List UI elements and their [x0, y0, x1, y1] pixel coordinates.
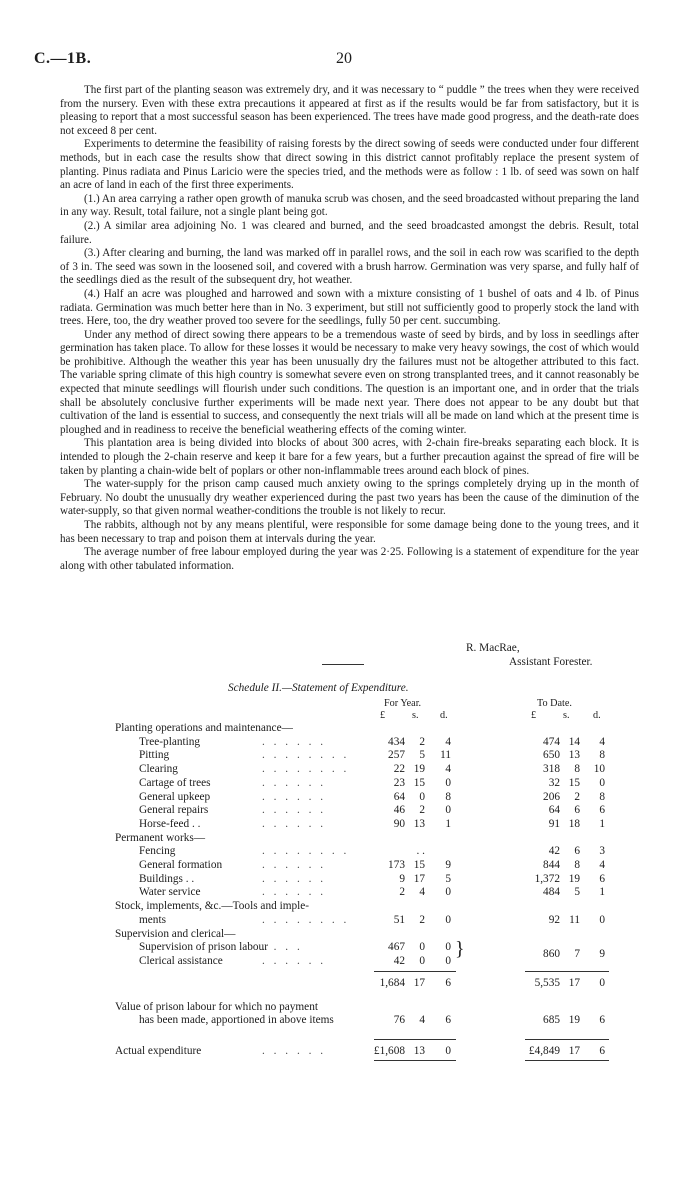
to-date-amount: 6 — [599, 872, 605, 885]
row-label: Pitting — [139, 749, 170, 762]
prison-labour-for-year: 4 — [419, 1014, 425, 1027]
for-year-amount: 1 — [445, 817, 451, 830]
for-year-amount: 51 — [393, 913, 405, 926]
actual-for-year: 0 — [445, 1044, 451, 1057]
row-label: Tree-planting — [139, 735, 201, 748]
to-date-amount: 318 — [543, 763, 560, 776]
to-date-amount: 13 — [568, 749, 580, 762]
unit-pence: d. — [440, 710, 448, 721]
prison-labour-to-date: 19 — [568, 1014, 580, 1027]
total-rule — [525, 1039, 609, 1040]
to-date-amount: 860 — [543, 948, 560, 961]
to-date-amount: 32 — [548, 776, 560, 789]
leader-dots: . . . . — [262, 941, 303, 954]
leader-dots: . . . . . . . . — [262, 763, 350, 776]
to-date-amount: 6 — [574, 845, 580, 858]
row-label: General upkeep — [139, 790, 211, 803]
to-date-amount: 91 — [548, 817, 560, 830]
subtotal-for-year: 6 — [445, 976, 451, 989]
row-label: General formation — [139, 859, 223, 871]
paragraph: (3.) After clearing and burning, the land was marked off in parallel rows, and the soil in each row was scarified to the depth of 3 in. The seed was sown in the loosened soil, and covered with a brush harrow. Germination was very sparse, and fully half of the seedlings died as the result of the subsequent dry, hot weather. — [60, 247, 639, 287]
to-date-amount: 0 — [599, 913, 605, 926]
bracket: } — [455, 938, 465, 961]
prison-labour-for-year: 76 — [393, 1014, 405, 1027]
to-date-amount: 474 — [543, 735, 560, 748]
for-year-amount: 9 — [445, 859, 451, 871]
paragraph: This plantation area is being divided into blocks of about 300 acres, with 2-chain fire-breaks separating each block. It is intended to plough the 2-chain reserve and keep it bare for a few years, but a further precaution against the spread of fire will be taken by planting a chain-wide belt of poplars or other non-inflammable trees around each block of pines. — [60, 437, 639, 477]
leader-dots: . . . . . . — [262, 1044, 327, 1057]
col-header-for-year: For Year. — [384, 698, 422, 709]
for-year-amount: 5 — [419, 749, 425, 762]
for-year-amount: 2 — [419, 735, 425, 748]
paragraph: Under any method of direct sowing there appears to be a tremendous waste of seed by birds, and by loss in seedlings after germination has taken place. To allow for these losses it would be necessary to make very heavy sowings, the cost of which would be prohibitive. Although the weather this year has been unusually dry the failures must not be altogether attributed to this fact. The variable spring climate of this high country is somewhat severe even on strong transplanted trees, and it cannot reasonably be expected that minute seedlings will flourish under such conditions. The question is an important one, and in order that the trials shall be absolutely conclusive further experiments will be made next year. There does not appear to be any doubt but that cultivation of the land is essential to success, and consequently the next trials will all be made on land which at the present time is ploughed and in readiness to receive the beneficial weathering effects of the coming winter. — [60, 328, 639, 436]
leader-dots: . . . . . . — [262, 735, 327, 748]
leader-dots: . . . . . . — [262, 804, 327, 817]
for-year-amount: 0 — [445, 804, 451, 817]
for-year-amount: 4 — [445, 763, 451, 776]
report-code: C.—1B. — [34, 50, 92, 67]
for-year-amount: 2 — [419, 804, 425, 817]
to-date-amount: 844 — [543, 859, 560, 871]
to-date-amount: 1 — [599, 886, 605, 899]
leader-dots: . . . . . . . . — [262, 749, 350, 762]
to-date-amount: 19 — [568, 872, 580, 885]
signature-title: Assistant Forester. — [509, 656, 593, 668]
row-label: Permanent works— — [115, 831, 206, 844]
paragraph: (2.) A similar area adjoining No. 1 was cleared and burned, and the seed broadcasted amongst the debris. Result, total failure. — [60, 219, 639, 246]
for-year-amount: 90 — [393, 817, 405, 830]
for-year-amount: 13 — [413, 817, 425, 830]
to-date-amount: 2 — [574, 790, 580, 803]
row-label: Horse-feed . . — [139, 817, 201, 830]
to-date-amount: 8 — [599, 790, 605, 803]
to-date-amount: 64 — [548, 804, 560, 817]
to-date-amount: 650 — [543, 749, 560, 762]
actual-to-date: 6 — [599, 1044, 605, 1057]
for-year-amount: 64 — [393, 790, 405, 803]
to-date-amount: 1 — [599, 817, 605, 830]
row-label: Supervision and clerical— — [115, 927, 236, 940]
paragraph: The water-supply for the prison camp caused much anxiety owing to the springs completely drying up in the month of February. No doubt the unusually dry weather experienced during the past two years has been the cause of the diminution of the water-supply, so that given normal weather-conditions the trouble is not likely to recur. — [60, 478, 639, 518]
for-year-amount: 0 — [445, 886, 451, 899]
unit-pounds: £ — [380, 710, 386, 721]
for-year-amount: 0 — [445, 776, 451, 789]
actual-to-date: £4,849 — [528, 1044, 560, 1057]
to-date-amount: 6 — [574, 804, 580, 817]
unit-pounds: £ — [531, 710, 537, 721]
paragraph: (1.) An area carrying a rather open growth of manuka scrub was chosen, and the seed broadcasted without preparing the land in any way. Result, total failure, not a single plant being got. — [60, 192, 639, 219]
subtotal-to-date: 17 — [568, 976, 580, 989]
to-date-amount: 7 — [574, 948, 580, 961]
for-year-amount: 2 — [419, 913, 425, 926]
to-date-amount: 9 — [599, 948, 605, 961]
for-year-amount: 19 — [413, 763, 425, 776]
for-year-amount: 0 — [445, 954, 451, 967]
leader-dots: . . . . . . — [262, 817, 327, 830]
row-label: Supervision of prison labour — [139, 941, 268, 954]
leader-dots: . . . . . . — [262, 872, 327, 885]
to-date-amount: 8 — [574, 763, 580, 776]
to-date-amount: 14 — [568, 735, 580, 748]
to-date-amount: 8 — [574, 859, 580, 871]
subtotal-rule — [374, 971, 456, 972]
to-date-amount: 8 — [599, 749, 605, 762]
paragraph: The first part of the planting season was extremely dry, and it was necessary to “ puddle ” the trees when they were received from the nursery. Even with these extra precautions it appeared at first as if the results would be far from satisfactory, but it is pleasing to report that a most successful season has been experienced. The trees have made good progress, and the death-rate does not exceed 8 per cent. — [60, 84, 639, 137]
unit-pence: d. — [593, 710, 601, 721]
to-date-amount: 0 — [599, 776, 605, 789]
to-date-amount: 206 — [543, 790, 560, 803]
to-date-amount: 10 — [593, 763, 605, 776]
body-text — [60, 84, 639, 573]
actual-expenditure-label: Actual expenditure — [115, 1044, 202, 1057]
total-underline — [525, 1060, 609, 1061]
for-year-amount: 4 — [445, 735, 451, 748]
col-header-to-date: To Date. — [537, 698, 572, 709]
to-date-amount: 5 — [574, 886, 580, 899]
row-label: Cartage of trees — [139, 776, 211, 789]
row-label: Clearing — [139, 763, 178, 776]
to-date-amount: 4 — [599, 735, 605, 748]
for-year-amount: 15 — [413, 776, 425, 789]
leader-dots: . . . . . . — [262, 954, 327, 967]
for-year-amount: 11 — [440, 749, 451, 762]
unit-shillings: s. — [412, 710, 419, 721]
for-year-amount: 17 — [413, 872, 425, 885]
prison-labour-to-date: 6 — [599, 1014, 605, 1027]
to-date-amount: 15 — [568, 776, 580, 789]
for-year-amount: 257 — [388, 749, 405, 762]
leader-dots: . . . . . . — [262, 859, 327, 871]
row-label: General repairs — [139, 804, 209, 817]
leader-dots: . . . . . . — [262, 790, 327, 803]
page-number: 20 — [336, 50, 352, 67]
schedule-title: Schedule II.—Statement of Expenditure. — [228, 682, 409, 694]
paragraph: Experiments to determine the feasibility of raising forests by the direct sowing of seeds were conducted under four different methods, but in each case the results show that direct sowing in this district cannot profitably replace the present system of planting. Pinus radiata and Pinus Laricio were the species tried, and the methods were as follow : 1 lb. of seed was sown on half an acre of land in each of the first three experiments. — [60, 138, 639, 192]
to-date-amount: 11 — [569, 913, 580, 926]
for-year-amount: 0 — [419, 941, 425, 954]
row-label: Clerical assistance — [139, 954, 223, 967]
subtotal-rule — [525, 971, 609, 972]
prison-labour-label: Value of prison labour for which no payment — [115, 1000, 318, 1013]
row-label: Planting operations and maintenance— — [115, 722, 293, 734]
prison-labour-label: has been made, apportioned in above items — [139, 1014, 334, 1027]
for-year-amount: 173 — [388, 859, 405, 871]
to-date-amount: 1,372 — [534, 872, 560, 885]
actual-for-year: 13 — [413, 1044, 425, 1057]
for-year-amount: 4 — [419, 886, 425, 899]
actual-to-date: 17 — [568, 1044, 580, 1057]
leader-dots: . . . . . . — [262, 776, 327, 789]
for-year-amount: . . — [416, 845, 425, 858]
subtotal-for-year: 17 — [413, 976, 425, 989]
for-year-amount: 42 — [393, 954, 405, 967]
paragraph: The average number of free labour employed during the year was 2·25. Following is a statement of expenditure for the year along with other tabulated information. — [60, 546, 639, 572]
for-year-amount: 0 — [419, 790, 425, 803]
for-year-amount: 22 — [393, 763, 405, 776]
for-year-amount: 9 — [399, 872, 405, 885]
for-year-amount: 23 — [393, 776, 405, 789]
leader-dots: . . . . . . — [262, 886, 327, 899]
actual-for-year: £1,608 — [373, 1044, 405, 1057]
row-label: Fencing — [139, 845, 176, 858]
subtotal-to-date: 0 — [599, 976, 605, 989]
for-year-amount: 0 — [445, 913, 451, 926]
subtotal-to-date: 5,535 — [534, 976, 560, 989]
prison-labour-for-year: 6 — [445, 1014, 451, 1027]
row-label: Water service — [139, 886, 201, 899]
for-year-amount: 0 — [419, 954, 425, 967]
for-year-amount: 467 — [388, 941, 405, 954]
row-label: Stock, implements, &c.—Tools and imple- — [115, 900, 310, 913]
for-year-amount: 0 — [445, 941, 451, 954]
for-year-amount: 2 — [399, 886, 405, 899]
for-year-amount: 434 — [388, 735, 405, 748]
to-date-amount: 92 — [548, 913, 560, 926]
prison-labour-to-date: 685 — [543, 1014, 560, 1027]
total-rule — [374, 1039, 456, 1040]
for-year-amount: 5 — [445, 872, 451, 885]
row-label: ments — [139, 913, 166, 926]
for-year-amount: 8 — [445, 790, 451, 803]
for-year-amount: 15 — [413, 859, 425, 871]
paragraph: The rabbits, although not by any means plentiful, were responsible for some damage being done to the young trees, and it has been necessary to trap and poison them at intervals during the year. — [60, 519, 639, 545]
to-date-amount: 484 — [543, 886, 560, 899]
to-date-amount: 3 — [599, 845, 605, 858]
leader-dots: . . . . . . . . — [262, 845, 350, 858]
unit-shillings: s. — [563, 710, 570, 721]
separator-rule — [322, 664, 364, 665]
to-date-amount: 18 — [568, 817, 580, 830]
for-year-amount: 46 — [393, 804, 405, 817]
to-date-amount: 4 — [599, 859, 605, 871]
paragraph: (4.) Half an acre was ploughed and harrowed and sown with a mixture consisting of 1 bushel of oats and 4 lb. of Pinus radiata. Germination was much better here than in No. 3 experiment, but still not sufficiently good to properly stock the land with trees. Here, too, the dry weather proved too severe for the seedlings, fully 50 per cent. succumbing. — [60, 287, 639, 328]
to-date-amount: 42 — [548, 845, 560, 858]
leader-dots: . . . . . . . . — [262, 913, 350, 926]
row-label: Buildings . . — [139, 872, 195, 885]
signature-name: R. MacRae, — [466, 642, 520, 654]
to-date-amount: 6 — [599, 804, 605, 817]
total-underline — [374, 1060, 456, 1061]
subtotal-for-year: 1,684 — [379, 976, 405, 989]
